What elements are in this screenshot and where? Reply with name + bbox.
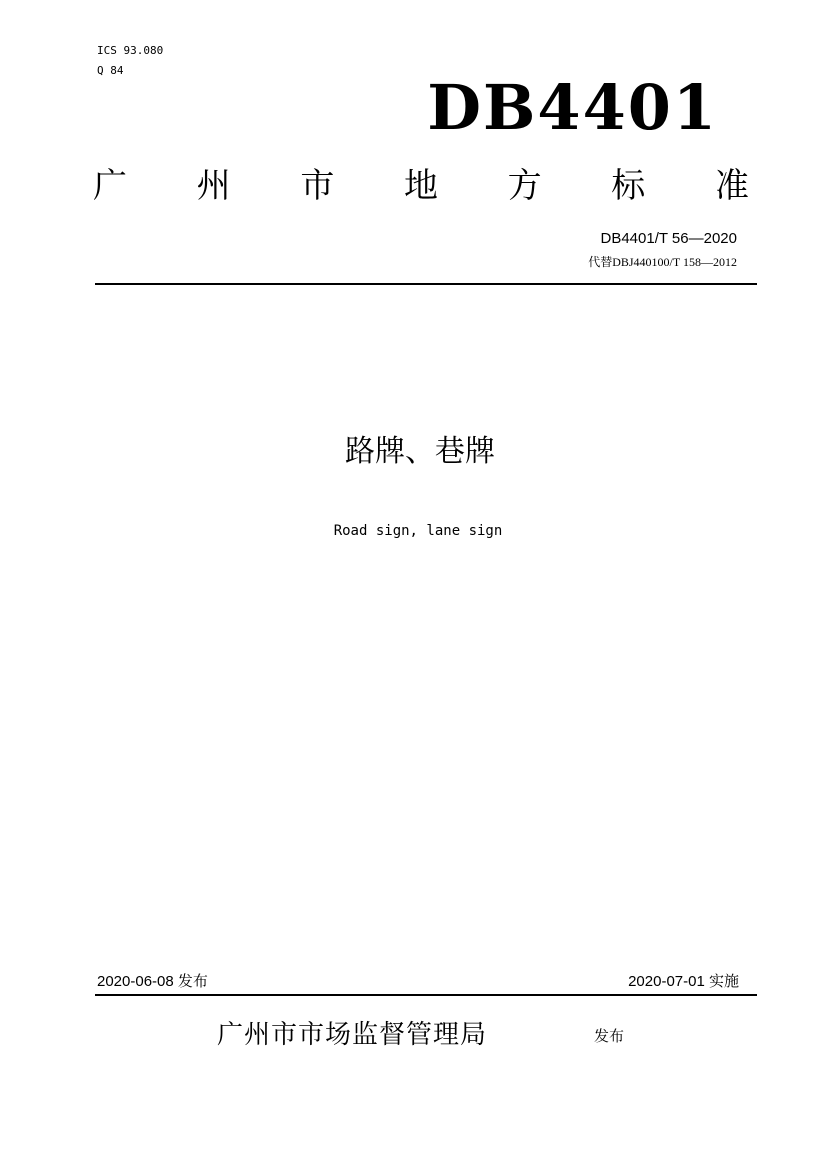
- replaced-standard: 代替DBJ440100/T 158—2012: [588, 255, 737, 269]
- standard-type-char: 州: [196, 166, 231, 206]
- document-title-en: Road sign, lane sign: [333, 523, 503, 539]
- standard-type-char: 市: [300, 166, 335, 206]
- issue-date: 2020-06-08 发布: [97, 973, 208, 990]
- standard-type-char: 准: [714, 166, 749, 206]
- ics-code: ICS 93.080: [97, 44, 164, 57]
- standard-type-char: 地: [403, 166, 438, 206]
- bottom-divider: [95, 994, 757, 996]
- standard-type-heading: [93, 164, 749, 208]
- top-divider: [95, 283, 757, 285]
- issuer-suffix: 发布: [594, 1027, 625, 1045]
- document-title-cn: 路牌、巷牌: [345, 434, 495, 469]
- standard-type-char: 标: [611, 166, 646, 206]
- issuer-name: 广州市市场监督管理局: [217, 1020, 488, 1050]
- standard-number: DB4401/T 56—2020: [600, 230, 737, 247]
- classification-code: Q 84: [97, 64, 124, 77]
- standard-type-char: 方: [507, 166, 542, 206]
- implementation-date: 2020-07-01 实施: [628, 973, 739, 990]
- standard-type-char: 广: [93, 166, 127, 206]
- db-mark: DB4401: [427, 71, 718, 144]
